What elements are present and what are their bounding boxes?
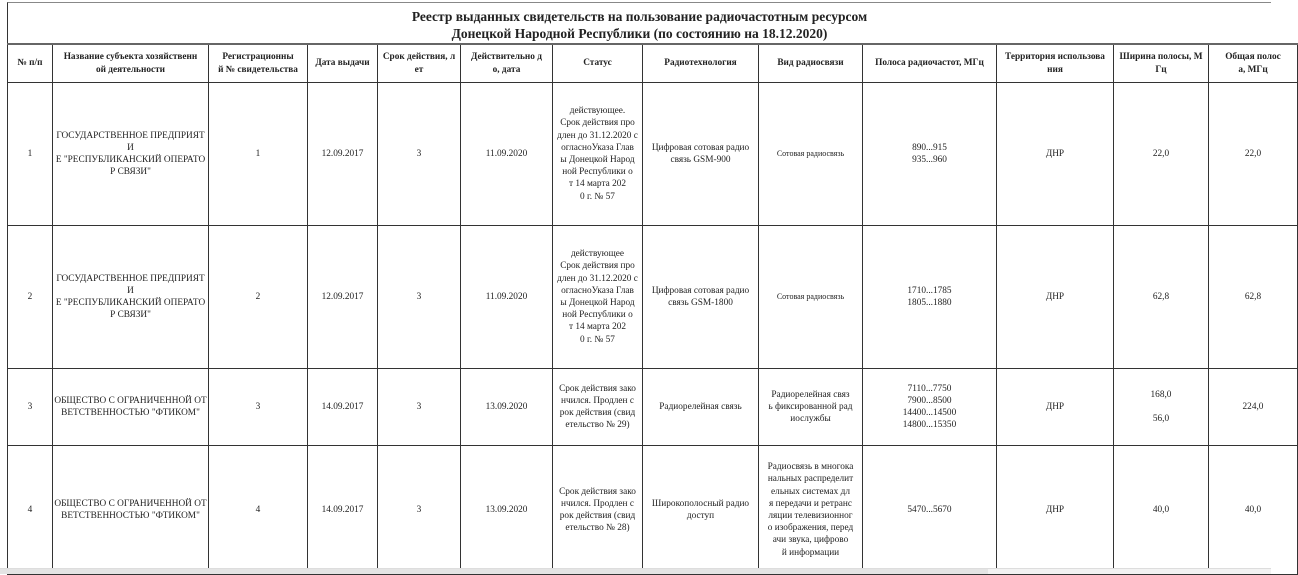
cell-entity-name: ГОСУДАРСТВЕННОЕ ПРЕДПРИЯТИ Е "РЕСПУБЛИКАНСКИЙ ОПЕРАТО Р СВЯЗИ" (53, 226, 209, 369)
cell-territory: ДНР (997, 226, 1114, 369)
cell-status: Срок действия зако нчился. Продлен с рок действия (свид етельство № 28) (553, 446, 643, 575)
cell-number: 4 (8, 446, 53, 575)
col-valid-until: Действительно д о, дата (461, 44, 553, 83)
horizontal-scrollbar[interactable] (0, 568, 1271, 574)
table-row (8, 226, 1298, 369)
header-row (8, 44, 1298, 83)
cell-valid-until: 11.09.2020 (461, 226, 553, 369)
cell-term: 3 (378, 446, 461, 575)
col-status: Статус (553, 44, 643, 83)
col-issue-date: Дата выдачи (308, 44, 378, 83)
cell-radio-tech: Цифровая сотовая радио связь GSM-900 (643, 83, 759, 226)
cell-reg-number: 1 (209, 83, 308, 226)
cell-term: 3 (378, 83, 461, 226)
col-frequency-band: Полоса радиочастот, МГц (863, 44, 997, 83)
cell-status: действующее. Срок действия про длен до 31.12.2020 с огласноУказа Глав ы Донецкой Народ ной Республики о т 14 марта 202 0 г. № 57 (553, 83, 643, 226)
col-radio-tech: Радиотехнология (643, 44, 759, 83)
table-row (8, 446, 1298, 575)
col-territory: Территория использова ния (997, 44, 1114, 83)
col-radio-kind: Вид радиосвязи (759, 44, 863, 83)
cell-number: 2 (8, 226, 53, 369)
cell-radio-kind: Радиорелейная связ ь фиксированной рад иослужбы (759, 369, 863, 446)
registry-table (7, 43, 1298, 575)
cell-total-band: 224,0 (1209, 369, 1298, 446)
title-line-1: Реестр выданных свидетельств на пользование радиочастотным ресурсом (411, 9, 868, 24)
cell-reg-number: 3 (209, 369, 308, 446)
cell-issue-date: 14.09.2017 (308, 446, 378, 575)
col-number: № п/п (8, 44, 53, 83)
cell-total-band: 22,0 (1209, 83, 1298, 226)
cell-radio-tech: Радиорелейная связь (643, 369, 759, 446)
cell-bandwidth: 40,0 (1114, 446, 1209, 575)
cell-radio-kind: Радиосвязь в многока нальных распределит ельных системах дл я передачи и ретранс ляции телевизионног о изображения, перед ачи звука, цифрово й информации (759, 446, 863, 575)
cell-number: 3 (8, 369, 53, 446)
cell-number: 1 (8, 83, 53, 226)
cell-territory: ДНР (997, 83, 1114, 226)
col-entity-name: Название субъекта хозяйственн ой деятельности (53, 44, 209, 83)
cell-issue-date: 12.09.2017 (308, 83, 378, 226)
cell-valid-until: 13.09.2020 (461, 369, 553, 446)
col-total-band: Общая полос а, МГц (1209, 44, 1298, 83)
cell-entity-name: ОБЩЕСТВО С ОГРАНИЧЕННОЙ ОТ ВЕТСТВЕННОСТЬЮ "ФТИКОМ" (53, 446, 209, 575)
cell-total-band: 40,0 (1209, 446, 1298, 575)
col-term: Срок действия, л ет (378, 44, 461, 83)
cell-radio-tech: Широкополосный радио доступ (643, 446, 759, 575)
cell-issue-date: 12.09.2017 (308, 226, 378, 369)
cell-frequency-band: 5470...5670 (863, 446, 997, 575)
cell-reg-number: 4 (209, 446, 308, 575)
cell-radio-kind: Сотовая радиосвязь (759, 226, 863, 369)
cell-reg-number: 2 (209, 226, 308, 369)
cell-bandwidth: 22,0 (1114, 83, 1209, 226)
col-bandwidth: Ширина полосы, М Гц (1114, 44, 1209, 83)
title-line-2: Донецкой Народной Республики (по состоянию на 18.12.2020) (451, 26, 828, 41)
cell-term: 3 (378, 369, 461, 446)
cell-bandwidth: 168,0 56,0 (1114, 369, 1209, 446)
cell-frequency-band: 1710...1785 1805...1880 (863, 226, 997, 369)
cell-term: 3 (378, 226, 461, 369)
cell-radio-tech: Цифровая сотовая радио связь GSM-1800 (643, 226, 759, 369)
cell-status: действующее Срок действия про длен до 31.12.2020 с огласноУказа Глав ы Донецкой Народ ной Республики о т 14 марта 202 0 г. № 57 (553, 226, 643, 369)
cell-status: Срок действия зако нчился. Продлен с рок действия (свид етельство № 29) (553, 369, 643, 446)
table-row (8, 369, 1298, 446)
document-title (7, 2, 1271, 43)
cell-valid-until: 11.09.2020 (461, 83, 553, 226)
scrollbar-thumb[interactable] (0, 569, 988, 574)
cell-frequency-band: 7110...7750 7900...8500 14400...14500 14800...15350 (863, 369, 997, 446)
cell-radio-kind: Сотовая радиосвязь (759, 83, 863, 226)
col-reg-number: Регистрационны й № свидетельства (209, 44, 308, 83)
cell-entity-name: ГОСУДАРСТВЕННОЕ ПРЕДПРИЯТИ Е "РЕСПУБЛИКАНСКИЙ ОПЕРАТО Р СВЯЗИ" (53, 83, 209, 226)
cell-issue-date: 14.09.2017 (308, 369, 378, 446)
cell-territory: ДНР (997, 369, 1114, 446)
cell-entity-name: ОБЩЕСТВО С ОГРАНИЧЕННОЙ ОТ ВЕТСТВЕННОСТЬЮ "ФТИКОМ" (53, 369, 209, 446)
table-row (8, 83, 1298, 226)
cell-total-band: 62,8 (1209, 226, 1298, 369)
cell-bandwidth: 62,8 (1114, 226, 1209, 369)
cell-frequency-band: 890...915 935...960 (863, 83, 997, 226)
cell-valid-until: 13.09.2020 (461, 446, 553, 575)
cell-territory: ДНР (997, 446, 1114, 575)
